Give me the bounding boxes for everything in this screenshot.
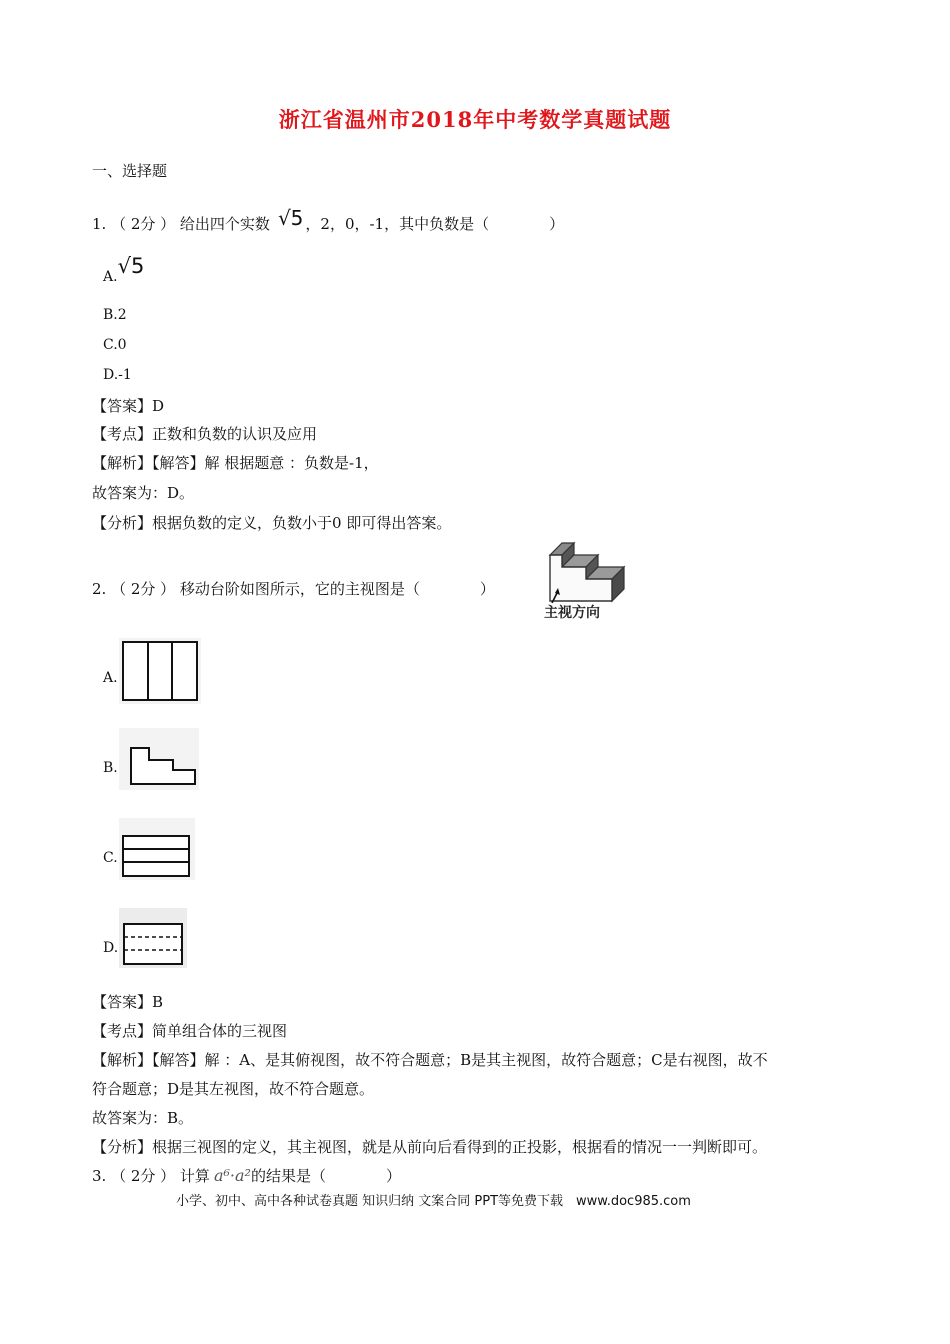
q1-conclusion: 故答案为：D。 (92, 484, 195, 502)
q1-stem (92, 206, 565, 234)
q3-expression: a⁶·a² (213, 1166, 251, 1185)
q1-option-b: B.2 (103, 307, 127, 323)
q2-option-a-figure (119, 638, 201, 704)
q2-knowledge-point: 【考点】简单组合体的三视图 (92, 1022, 288, 1040)
q1-stem-suffix: ，2，0，-1，其中负数是（ ） (305, 215, 565, 233)
section-heading: 一、选择题 (92, 162, 168, 180)
q2-option-a-label: A. (103, 670, 118, 686)
q2-option-d-figure (119, 908, 187, 968)
q3-stem-suffix: 的结果是（ ） (250, 1167, 401, 1185)
q2-option-c-label: C. (103, 850, 118, 866)
staircase-image (540, 533, 640, 603)
q1-option-d: D.-1 (103, 367, 132, 383)
q1-option-c: C.0 (103, 337, 127, 353)
q2-option-b-figure (119, 728, 199, 790)
q3-stem-prefix: 3. （ 2分 ） 计算 (92, 1167, 210, 1185)
q1-option-a-label: A. (103, 269, 118, 285)
q2-option-d-label: D. (103, 940, 119, 956)
three-rows-view-image (119, 818, 195, 880)
q1-option-a (103, 254, 145, 286)
q1-option-a-value: √5 (117, 254, 145, 278)
q1-comment: 【分析】根据负数的定义，负数小于0 即可得出答案。 (92, 514, 452, 532)
three-columns-view-image (119, 638, 201, 704)
q1-answer: 【答案】D (92, 397, 165, 415)
q2-analysis-line2: 符合题意；D是其左视图，故不符合题意。 (92, 1080, 375, 1098)
q2-option-c-figure (119, 818, 195, 880)
q1-analysis: 【解析】【解答】解 根据题意 ：负数是-1， (92, 454, 379, 472)
q2-conclusion: 故答案为：B。 (92, 1109, 194, 1127)
q1-stem-prefix: 1. （ 2分 ） 给出四个实数 (92, 215, 270, 233)
q2-staircase-figure (540, 533, 640, 625)
q3-stem (92, 1165, 401, 1186)
q2-figure-caption: 主视方向 (544, 605, 600, 621)
q2-answer: 【答案】B (92, 993, 164, 1011)
q1-knowledge-point: 【考点】正数和负数的认识及应用 (92, 425, 318, 443)
q1-radical: √5 (277, 206, 304, 230)
dashed-rows-view-image (119, 908, 187, 968)
stepped-outline-view-image (119, 728, 199, 790)
q2-stem: 2. （ 2分 ） 移动台阶如图所示，它的主视图是（ ） (92, 580, 495, 598)
q2-option-b-label: B. (103, 760, 118, 776)
q2-analysis-line1: 【解析】【解答】解 ：A、是其俯视图，故不符合题意；B是其主视图，故符合题意；C是右视图，故不 (92, 1051, 768, 1069)
page-footer: 小学、初中、高中各种试卷真题 知识归纳 文案合同 PPT等免费下载 www.doc985.com (176, 1194, 691, 1209)
q2-comment: 【分析】根据三视图的定义，其主视图，就是从前向后看得到的正投影，根据看的情况一一判断即可。 (92, 1138, 768, 1156)
page-title: 浙江省温州市2018年中考数学真题试题 (278, 107, 672, 132)
